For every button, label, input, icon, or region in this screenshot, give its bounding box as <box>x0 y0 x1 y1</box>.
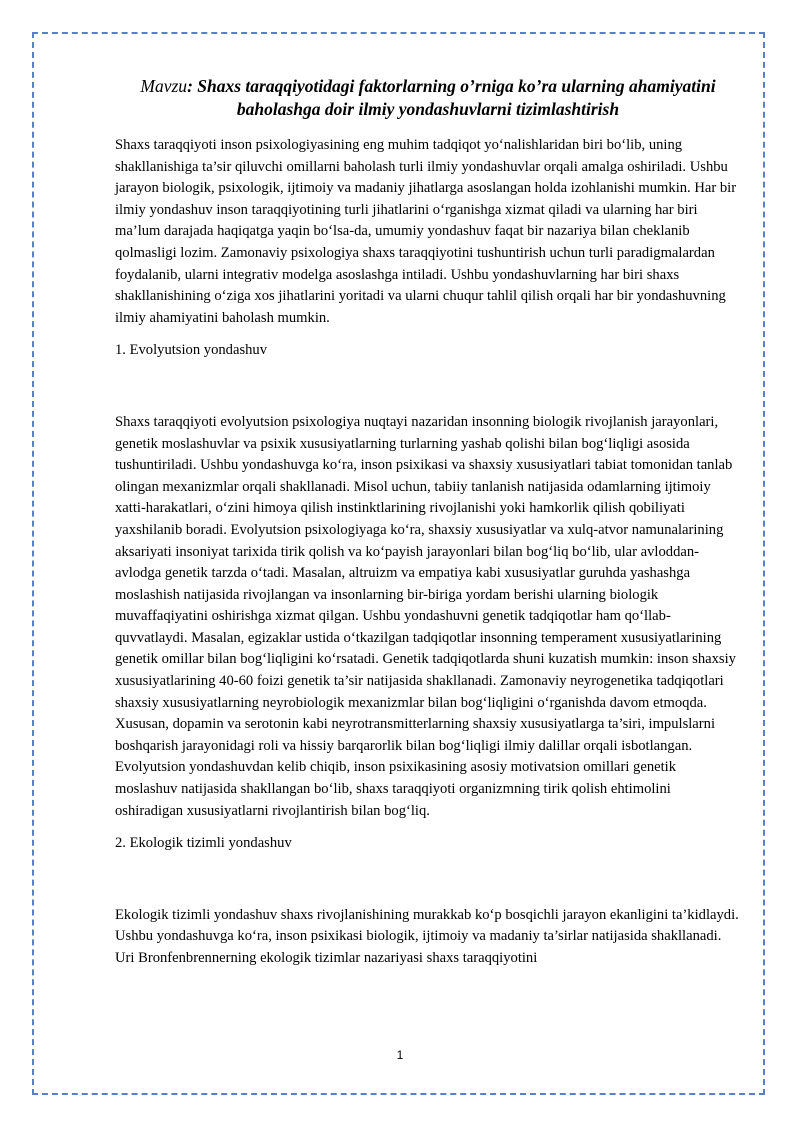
section-body-ecological: Ekologik tizimli yondashuv shaxs rivojlanishining murakkab ko‘p bosqichli jarayon ekanligini ta’kidlaydi. Ushbu yondashuvga ko‘ra, inson psixikasi biologik, ijtimoiy va madaniy ta’sirlar natijasida shakllanadi. Uri Bronfenbrennerning ekologik tizimlar nazariyasi shaxs taraqqiyotini <box>115 906 739 966</box>
page-number: 1 <box>396 1048 404 1062</box>
section-heading-evolutionary: 1. Evolyutsion yondashuv <box>115 342 268 359</box>
document-title <box>115 75 741 121</box>
section-body-evolutionary: Shaxs taraqqiyoti evolyutsion psixologiya nuqtayi nazaridan insonning biologik rivojlanish jarayonlari, genetik moslashuvlar va psixik xususiyatlarning turlarning yashab qolishi bilan bog‘liqligi asosida tushuntiriladi. Ushbu yondashuvga ko‘ra, inson psixikasi va shaxsiy xususiyatlari tabiat tomonidan tanlab olingan mexanizmlar orqali shakllanadi. Misol uchun, tabiiy tanlanish natijasida odamlarning ijtimoiy xatti-harakatlari, o‘zini himoya qilish instinktlarining rivojlanishi yoki hamkorlik qilish qobiliyati yaxshilanib boradi. Evolyutsion psixologiyaga ko‘ra, shaxsiy xususiyatlar va xulq-atvor namunalarining aksariyati insoniyat tarixida tirik qolish va ko‘payish jarayonlari bilan bog‘liq bo‘lib, ular avloddan-avlodga genetik tarzda o‘tadi. Masalan, altruizm va empatiya kabi xususiyatlar guruhda yashashga moslashish natijasida rivojlangan va insonlarning bir-biriga yordam berishi ularning biologik muvaffaqiyatini oshirishga xizmat qilgan. Ushbu yondashuvni genetik tadqiqotlar ham qo‘llab-quvvatlaydi. Masalan, egizaklar ustida o‘tkazilgan tadqiqotlar insonning temperament xususiyatlarining genetik omillar bilan bog‘liqligini ko‘rsatadi. Genetik tadqiqotlarda shuni kuzatish mumkin: inson shaxsiy xususiyatlarining 40-60 foizi genetik ta’sir natijasida shakllanadi. Zamonaviy neyrogenetika tadqiqotlari shaxsiy xususiyatlarning neyrobiologik mexanizmlar bilan bog‘liqligini o‘rganishda davom etmoqda. Xususan, dopamin va serotonin kabi neyrotransmitterlarning shaxsiy xususiyatlarga ta’siri, impulslarni boshqarish jarayonidagi roli va hissiy barqarorlik bilan bog‘liqligi ilmiy dalillar orqali isbotlangan. Evolyutsion yondashuvdan kelib chiqib, inson psixikasining asosiy motivatsion omillari genetik moslashuv natijasida shakllangan bo‘lib, shaxs taraqqiyoti organizmning tirik qolish ehtimolini oshiradigan xususiyatlarni rivojlantirish bilan bog‘liq. <box>115 413 736 819</box>
document-content <box>115 75 741 981</box>
title-main: : Shaxs taraqqiyotidagi faktorlarning o’rniga ko’ra ularning ahamiyatini baholashga doir ilmiy yondashuvlarni tizimlashtirish <box>187 76 716 119</box>
intro-paragraph: Shaxs taraqqiyoti inson psixologiyasining eng muhim tadqiqot yo‘nalishlaridan biri bo‘lib, uning shakllanishiga ta’sir qiluvchi omillarni baholash turli ilmiy yondashuvlar orqali amalga oshiriladi. Ushbu jarayon biologik, psixologik, ijtimoiy va madaniy jihatlarga asoslangan holda izohlanishi mumkin. Har bir ilmiy yondashuv inson taraqqiyotining turli jihatlarini o‘rganishga xizmat qiladi va ularning har biri ma’lum darajada haqiqatga yaqin bo‘lsa-da, umumiy yondashuv faqat bir nazariya bilan cheklanib qolmasligi lozim. Zamonaviy psixologiya shaxs taraqqiyotini tushuntirish uchun turli paradigmalardan foydalanib, ularni integrativ modelga asoslashga intiladi. Ushbu yondashuvlarning har biri shaxs shakllanishining o‘ziga xos jihatlarini yoritadi va ularni chuqur tahlil qilish orqali har bir yondashuvning ilmiy ahamiyatini baholash mumkin. <box>115 137 737 326</box>
title-lead: Mavzu <box>140 76 188 96</box>
section-heading-ecological: 2. Ekologik tizimli yondashuv <box>115 835 292 852</box>
